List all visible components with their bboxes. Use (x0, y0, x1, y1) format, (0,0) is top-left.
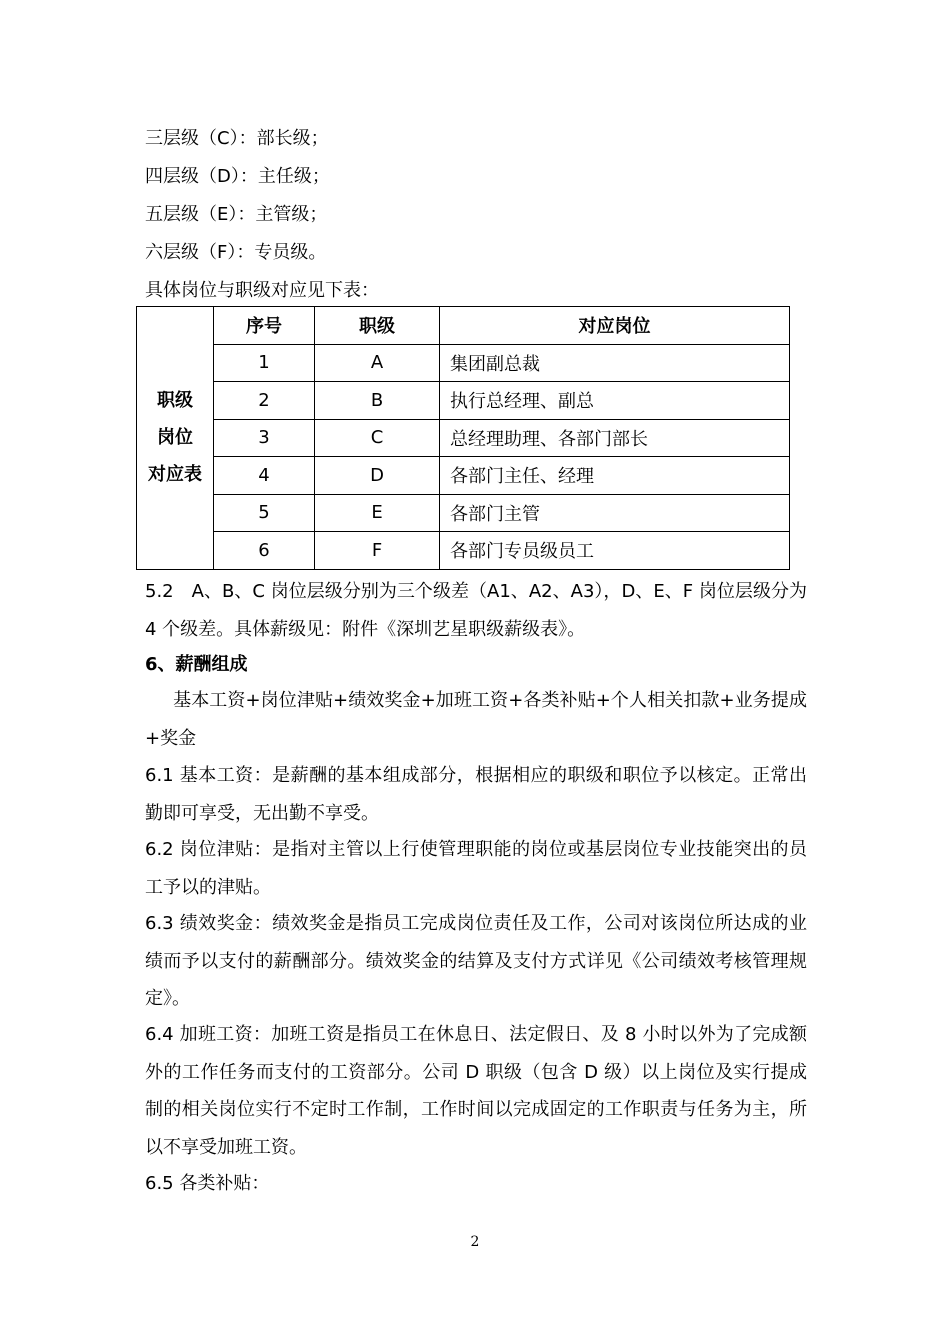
header-seq: 序号 (214, 307, 315, 345)
paragraph-5-2: 5.2 A、B、C 岗位层级分别为三个级差（A1、A2、A3），D、E、F 岗位层级分为 4 个级差。具体薪级见：附件《深圳艺星职级薪级表》。 (145, 581, 807, 640)
side-label-line: 对应表 (148, 464, 202, 486)
table-side-label (137, 307, 214, 570)
cell-grade: E (315, 494, 440, 532)
header-position: 对应岗位 (440, 307, 790, 345)
section-6-intro (145, 682, 807, 757)
paragraph-6-5: 6.5 各类补贴： (145, 1173, 270, 1194)
level-f-line: 六层级（F）：专员级。 (145, 242, 327, 263)
side-label-line: 职级 (157, 390, 193, 412)
table-row (137, 382, 790, 420)
level-c-line: 三层级（C）：部长级； (145, 128, 329, 149)
table-row (137, 532, 790, 570)
table-row (137, 494, 790, 532)
table-intro: 具体岗位与职级对应见下表： (145, 280, 379, 301)
paragraph-6-3: 6.3 绩效奖金：绩效奖金是指员工完成岗位责任及工作，公司对该岗位所达成的业绩而予以支付的薪酬部分。绩效奖金的结算及支付方式详见《公司绩效考核管理规定》。 (145, 913, 807, 1009)
section-6-title: 6、薪酬组成 (145, 654, 248, 675)
cell-grade: C (315, 419, 440, 457)
table-row (137, 457, 790, 495)
cell-position: 执行总经理、副总 (440, 382, 790, 420)
cell-position: 集团副总裁 (440, 344, 790, 382)
cell-seq: 3 (214, 419, 315, 457)
table-row (137, 344, 790, 382)
section-6-intro-text: 基本工资+岗位津贴+绩效奖金+加班工资+各类补贴+个人相关扣款+业务提成+奖金 (145, 690, 807, 749)
cell-grade: D (315, 457, 440, 495)
paragraph-6-4: 6.4 加班工资：加班工资是指员工在休息日、法定假日、及 8 小时以外为了完成额外的工作任务而支付的工资部分。公司 D 职级（包含 D 级）以上岗位及实行提成制的相关岗位实行不定时工作制，工作时间以完成固定的工作职责与任务为主，所以不享受加班工资。 (145, 1024, 807, 1158)
page-number: 2 (470, 1234, 480, 1250)
cell-seq: 2 (214, 382, 315, 420)
grade-position-table (136, 306, 790, 570)
cell-grade: A (315, 344, 440, 382)
cell-grade: B (315, 382, 440, 420)
table-header-row (137, 307, 790, 345)
cell-seq: 4 (214, 457, 315, 495)
level-d-line: 四层级（D）：主任级； (145, 166, 330, 187)
cell-seq: 6 (214, 532, 315, 570)
side-label-line: 岗位 (157, 427, 193, 449)
cell-position: 总经理助理、各部门部长 (440, 419, 790, 457)
table-row (137, 419, 790, 457)
paragraph-6-2: 6.2 岗位津贴：是指对主管以上行使管理职能的岗位或基层岗位专业技能突出的员工予以的津贴。 (145, 839, 807, 898)
cell-seq: 5 (214, 494, 315, 532)
level-e-line: 五层级（E）：主管级； (145, 204, 328, 225)
cell-position: 各部门主管 (440, 494, 790, 532)
cell-seq: 1 (214, 344, 315, 382)
paragraph-6-1: 6.1 基本工资：是薪酬的基本组成部分，根据相应的职级和职位予以核定。正常出勤即可享受，无出勤不享受。 (145, 765, 807, 824)
header-grade: 职级 (315, 307, 440, 345)
cell-position: 各部门主任、经理 (440, 457, 790, 495)
cell-grade: F (315, 532, 440, 570)
cell-position: 各部门专员级员工 (440, 532, 790, 570)
